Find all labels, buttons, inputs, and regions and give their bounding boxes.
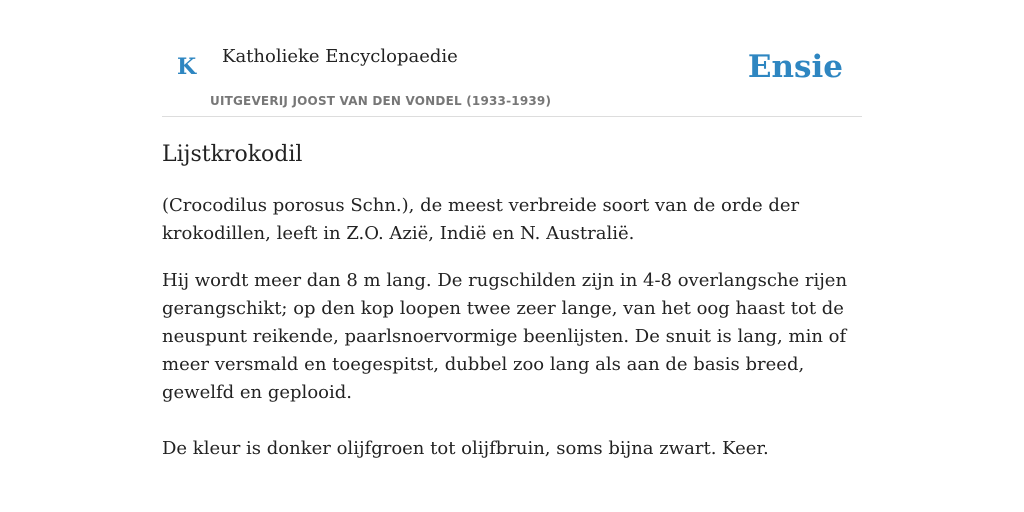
article-paragraph: (Crocodilus porosus Schn.), de meest verbreide soort van de orde der krokodillen, leeft in Z.O. Azië, Indië en N. Australië. — [162, 195, 800, 244]
article — [162, 138, 862, 463]
article-paragraph: Hij wordt meer dan 8 m lang. De rugschilden zijn in 4-8 overlangsche rijen gerangschikt; op den kop loopen twee zeer lange, van het oog haast tot de neuspunt reikende, paarlsnoervormige beenlijsten. De snuit is lang, min of meer versmald en toegespitst, dubbel zoo lang als aan de basis breed, gewelfd en geplooid. — [162, 270, 848, 403]
ensie-logo-link[interactable]: Ensie — [747, 49, 843, 85]
article-title: Lijstkrokodil — [162, 142, 303, 167]
header — [162, 0, 862, 117]
encyclopedia-title[interactable]: Katholieke Encyclopaedie — [222, 46, 458, 67]
encyclopedia-logo[interactable]: K — [177, 54, 197, 80]
publisher-label: UITGEVERIJ JOOST VAN DEN VONDEL (1933-1939) — [210, 94, 552, 108]
article-paragraph: De kleur is donker olijfgroen tot olijfbruin, soms bijna zwart. Keer. — [162, 438, 769, 459]
